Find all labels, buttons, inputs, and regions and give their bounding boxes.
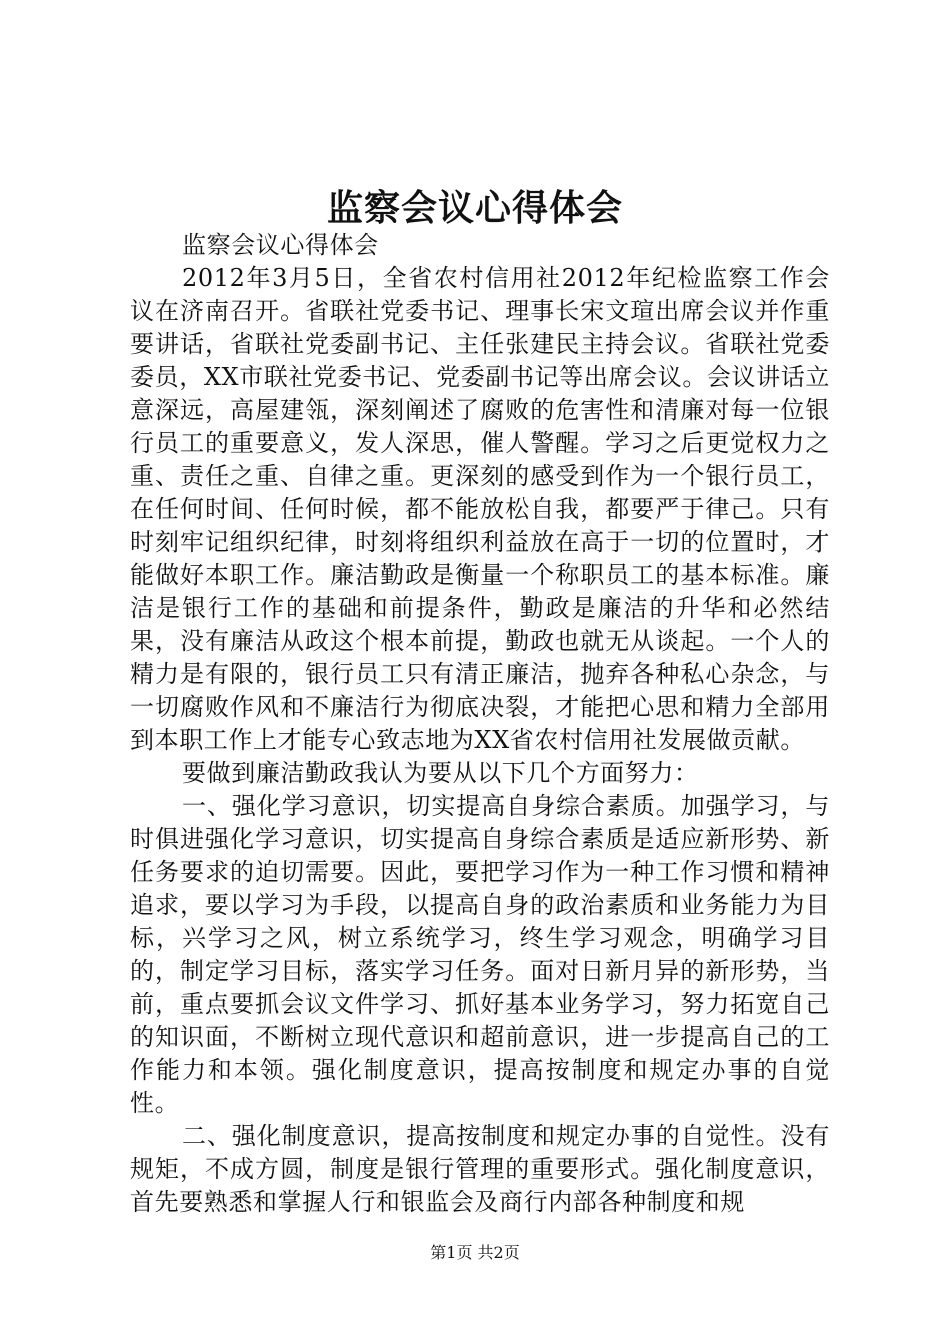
paragraph: 一、强化学习意识，切实提高自身综合素质。加强学习，与时俱进强化学习意识，切实提高自身综合素质是适应新形势、新任务要求的迫切需要。因此，要把学习作为一种工作习惯和精神追求，要以学习为手段，以提高自身的政治素质和业务能力为目标，兴学习之风，树立系统学习，终生学习观念，明确学习目的，制定学习目标，落实学习任务。面对日新月异的新形势，当前，重点要抓会议文件学习、抓好基本业务学习，努力拓宽自己的知识面，不断树立现代意识和超前意识，进一步提高自己的工作能力和本领。强化制度意识，提高按制度和规定办事的自觉性。 — [130, 792, 830, 1117]
document-body — [130, 229, 830, 1219]
paragraph-subtitle: 监察会议心得体会 — [182, 231, 379, 259]
document-title: 监察会议心得体会 — [326, 187, 623, 229]
page-number-footer: 第1页 共2页 — [430, 1243, 520, 1262]
paragraph: 要做到廉洁勤政我认为要从以下几个方面努力： — [182, 759, 699, 787]
paragraph: 二、强化制度意识，提高按制度和规定办事的自觉性。没有规矩，不成方圆，制度是银行管理的重要形式。强化制度意识，首先要熟悉和掌握人行和银监会及商行内部各种制度和规 — [130, 1122, 830, 1216]
paragraph: 2012年3月5日，全省农村信用社2012年纪检监察工作会议在济南召开。省联社党委书记、理事长宋文瑄出席会议并作重要讲话，省联社党委副书记、主任张建民主持会议。省联社党委委员，XX市联社党委书记、党委副书记等出席会议。会议讲话立意深远，高屋建瓴，深刻阐述了腐败的危害性和清廉对每一位银行员工的重要意义，发人深思，催人警醒。学习之后更觉权力之重、责任之重、自律之重。更深刻的感受到作为一个银行员工，在任何时间、任何时候，都不能放松自我，都要严于律己。只有时刻牢记组织纪律，时刻将组织利益放在高于一切的位置时，才能做好本职工作。廉洁勤政是衡量一个称职员工的基本标准。廉洁是银行工作的基础和前提条件，勤政是廉洁的升华和必然结果，没有廉洁从政这个根本前提，勤政也就无从谈起。一个人的精力是有限的，银行员工只有清正廉洁，抛弃各种私心杂念，与一切腐败作风和不廉洁行为彻底决裂，才能把心思和精力全部用到本职工作上才能专心致志地为XX省农村信用社发展做贡献。 — [130, 264, 830, 754]
